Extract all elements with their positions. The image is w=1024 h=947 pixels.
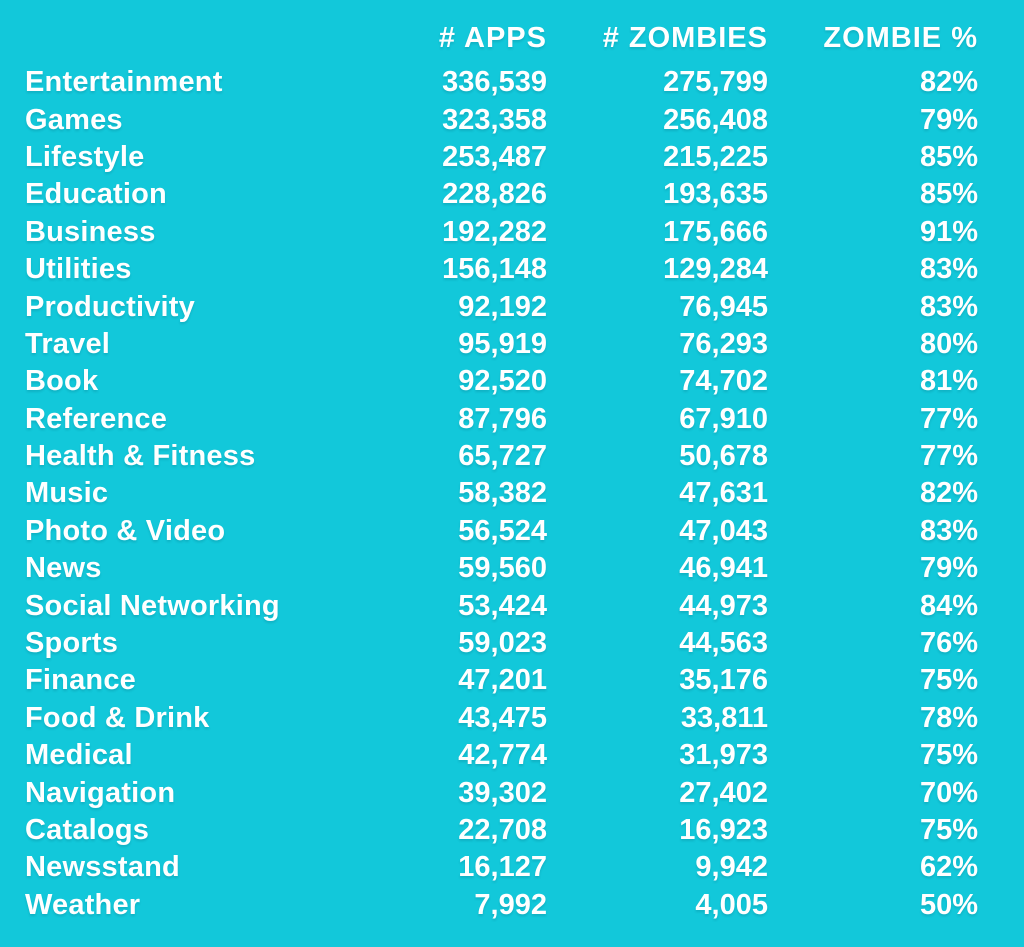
zombies-count-cell: 76,945 (679, 290, 768, 323)
table-row (25, 401, 978, 438)
apps-count-cell: 39,302 (458, 776, 547, 809)
zombie-percent-cell: 75% (919, 664, 978, 697)
zombie-percent-column-header: ZOMBIE % (823, 21, 978, 54)
apps-count-cell: 58,382 (458, 477, 547, 510)
zombie-percent-cell: 83% (919, 253, 978, 286)
apps-count-cell: 16,127 (458, 851, 547, 884)
table-row (25, 101, 978, 138)
apps-count-cell: 192,282 (442, 215, 547, 248)
category-cell: Sports (25, 627, 119, 660)
table-row (25, 513, 978, 550)
table-row (25, 737, 978, 774)
zombies-count-cell: 193,635 (663, 178, 768, 211)
table-row (25, 700, 978, 737)
table-row (25, 774, 978, 811)
table-row (25, 64, 978, 101)
header-row (25, 12, 978, 64)
category-cell: Music (25, 477, 109, 510)
zombies-count-cell: 27,402 (679, 776, 768, 809)
category-cell: Productivity (25, 290, 195, 323)
zombies-count-cell: 215,225 (663, 140, 768, 173)
zombie-percent-cell: 78% (919, 701, 978, 734)
table-row (25, 214, 978, 251)
zombie-percent-cell: 91% (919, 215, 978, 248)
zombies-count-cell: 275,799 (663, 66, 768, 99)
table-row (25, 288, 978, 325)
zombie-percent-cell: 50% (919, 888, 978, 921)
category-cell: Business (25, 215, 156, 248)
table-row (25, 251, 978, 288)
zombies-count-cell: 4,005 (695, 888, 768, 921)
zombies-count-cell: 35,176 (679, 664, 768, 697)
table-body (25, 64, 978, 924)
zombie-percent-cell: 76% (919, 627, 978, 660)
zombies-column-header: # ZOMBIES (602, 21, 768, 54)
zombies-count-cell: 47,631 (679, 477, 768, 510)
category-cell: Catalogs (25, 814, 150, 846)
category-cell: Games (25, 103, 123, 136)
apps-count-cell: 65,727 (458, 440, 547, 473)
zombies-count-cell: 46,941 (679, 552, 768, 585)
apps-count-cell: 336,539 (442, 66, 547, 99)
apps-count-cell: 228,826 (442, 178, 547, 211)
zombies-count-cell: 256,408 (663, 103, 768, 136)
apps-count-cell: 95,919 (458, 327, 547, 360)
category-cell: News (25, 552, 102, 585)
table-row (25, 812, 978, 849)
zombies-count-cell: 44,563 (679, 627, 768, 660)
category-cell: Navigation (25, 776, 176, 809)
category-cell: Education (25, 178, 167, 211)
apps-count-cell: 42,774 (458, 739, 547, 772)
zombie-percent-cell: 81% (919, 365, 978, 398)
zombie-apps-table (25, 12, 978, 924)
zombie-percent-cell: 70% (919, 776, 978, 809)
apps-count-cell: 59,023 (458, 627, 547, 660)
apps-count-cell: 22,708 (458, 814, 547, 846)
category-cell: Book (25, 365, 99, 398)
apps-count-cell: 59,560 (458, 552, 547, 585)
zombies-count-cell: 9,942 (695, 851, 768, 884)
table-row (25, 625, 978, 662)
zombies-count-cell: 33,811 (680, 701, 768, 734)
category-column-header (25, 12, 422, 64)
zombies-count-cell: 47,043 (679, 514, 768, 547)
table-row (25, 587, 978, 624)
zombies-count-cell: 50,678 (679, 440, 768, 473)
zombie-percent-cell: 84% (919, 589, 978, 622)
zombies-count-cell: 67,910 (679, 402, 768, 435)
zombie-percent-cell: 62% (919, 851, 978, 884)
zombie-percent-cell: 75% (919, 739, 978, 772)
apps-count-cell: 53,424 (458, 589, 547, 622)
zombie-percent-cell: 79% (919, 103, 978, 136)
zombies-count-cell: 76,293 (679, 327, 768, 360)
category-cell: Reference (25, 402, 168, 435)
table-row (25, 887, 978, 924)
zombie-percent-cell: 85% (919, 140, 978, 173)
category-cell: Weather (25, 888, 141, 921)
zombies-count-cell: 31,973 (679, 739, 768, 772)
apps-count-cell: 43,475 (458, 701, 547, 734)
table-row (25, 139, 978, 176)
category-cell: Photo & Video (25, 514, 226, 547)
zombies-count-cell: 16,923 (679, 814, 768, 846)
category-cell: Travel (25, 327, 111, 360)
zombie-percent-cell: 85% (919, 178, 978, 211)
category-cell: Finance (25, 664, 136, 697)
category-cell: Medical (25, 739, 133, 772)
table-row (25, 849, 978, 886)
apps-count-cell: 323,358 (442, 103, 547, 136)
apps-count-cell: 56,524 (458, 514, 547, 547)
category-cell: Food & Drink (25, 701, 210, 734)
category-cell: Health & Fitness (25, 440, 256, 473)
category-cell: Lifestyle (25, 140, 145, 173)
zombie-percent-cell: 75% (919, 814, 978, 846)
zombie-percent-cell: 82% (919, 66, 978, 99)
zombie-percent-cell: 80% (919, 327, 978, 360)
apps-column-header: # APPS (438, 21, 547, 54)
zombies-count-cell: 129,284 (663, 253, 768, 286)
table-row (25, 363, 978, 400)
zombies-count-cell: 74,702 (679, 365, 768, 398)
table-row (25, 176, 978, 213)
zombie-percent-cell: 83% (919, 290, 978, 323)
zombie-percent-cell: 83% (919, 514, 978, 547)
apps-count-cell: 92,192 (458, 290, 547, 323)
apps-count-cell: 47,201 (458, 664, 547, 697)
apps-count-cell: 7,992 (474, 888, 547, 921)
apps-count-cell: 253,487 (442, 140, 547, 173)
zombies-count-cell: 175,666 (663, 215, 768, 248)
apps-count-cell: 92,520 (458, 365, 547, 398)
category-cell: Social Networking (25, 589, 280, 622)
table-row (25, 475, 978, 512)
table-row (25, 662, 978, 699)
table-row (25, 438, 978, 475)
zombie-percent-cell: 77% (919, 440, 978, 473)
table-row (25, 550, 978, 587)
category-cell: Utilities (25, 253, 132, 286)
table-row (25, 326, 978, 363)
zombie-percent-cell: 77% (919, 402, 978, 435)
zombie-percent-cell: 79% (919, 552, 978, 585)
category-cell: Entertainment (25, 66, 223, 99)
zombies-count-cell: 44,973 (679, 589, 768, 622)
apps-count-cell: 156,148 (442, 253, 547, 286)
apps-count-cell: 87,796 (458, 402, 547, 435)
zombie-percent-cell: 82% (919, 477, 978, 510)
category-cell: Newsstand (25, 851, 180, 884)
